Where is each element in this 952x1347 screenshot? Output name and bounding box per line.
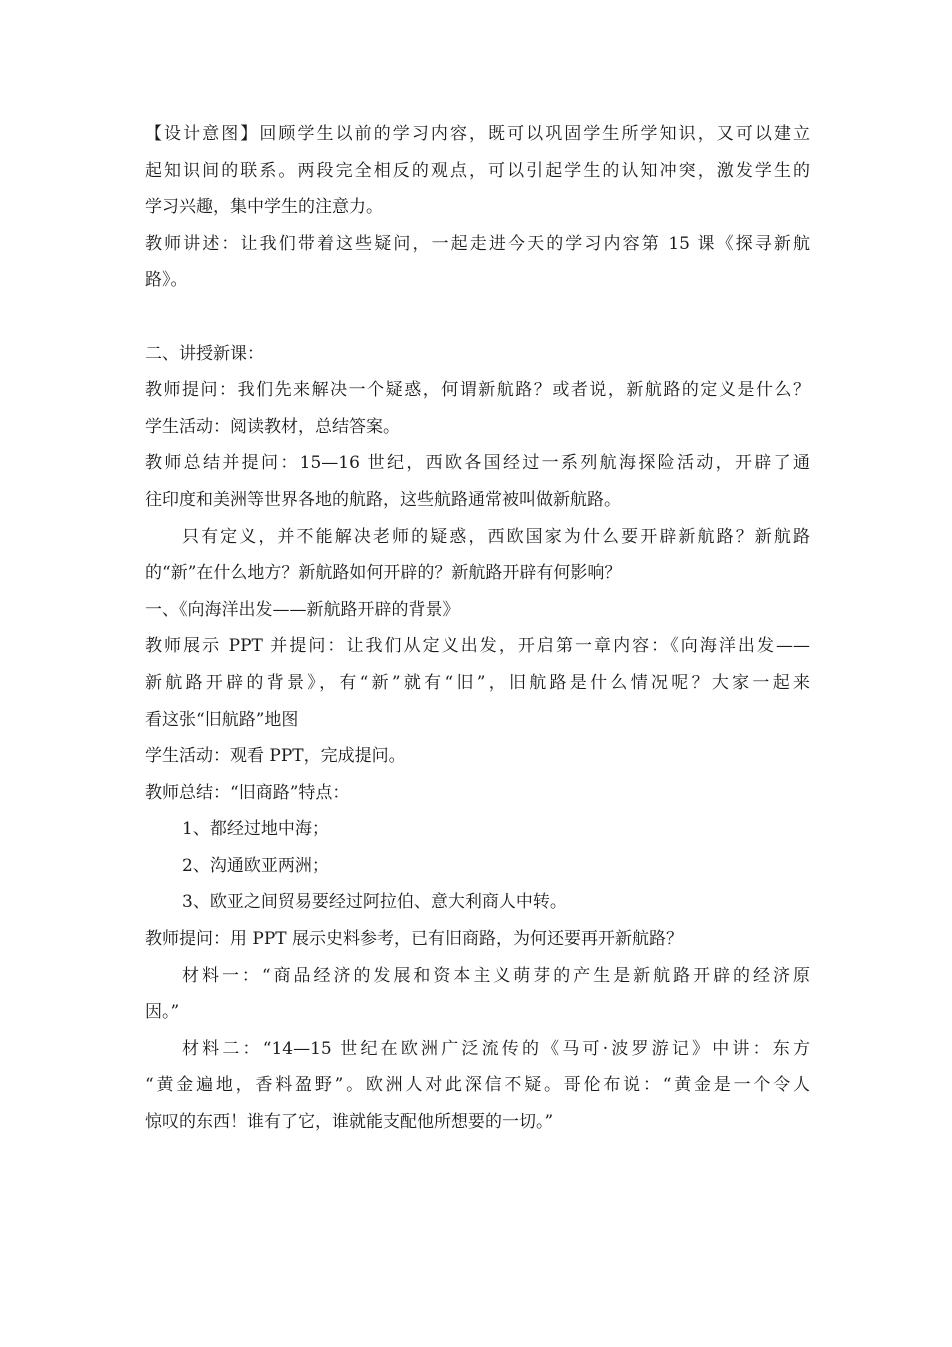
text-line: 教师总结并提问：15—16 世纪，西欧各国经过一系列航海探险活动，开辟了通 [145,453,810,474]
text-line: 路》。 [145,270,188,291]
text-line: 【设计意图】回顾学生以前的学习内容，既可以巩固学生所学知识，又可以建立 [145,124,810,144]
text-line: 的“新”在什么地方？新航路如何开辟的？新航路开辟有何影响？ [145,563,622,584]
text-line: 往印度和美洲等世界各地的航路，这些航路通常被叫做新航路。 [145,489,621,510]
document-body [145,116,810,1141]
text-line: 因。” [145,1002,180,1023]
text-line: 教师讲述：让我们带着这些疑问，一起走进今天的学习内容第 15 课《探寻新航 [145,233,810,254]
text-line: 一、《向海洋出发——新航路开辟的背景》 [145,599,460,620]
text-line: 教师提问：用 PPT 展示史料参考，已有旧商路，为何还要再开新航路？ [145,929,684,950]
text-line: 材料二：“14—15 世纪在欧洲广泛流传的《马可·波罗游记》中讲：东方 [182,1038,810,1059]
text-line: 看这张“旧航路”地图 [145,709,299,730]
text-line: 学生活动：阅读教材，总结答案。 [145,416,400,437]
text-line: 2、沟通欧亚两洲； [182,855,329,876]
blank-line [145,299,810,336]
text-line: 新航路开辟的背景》，有“新”就有“旧”，旧航路是什么情况呢？大家一起来 [145,672,810,693]
text-line: 二、讲授新课： [145,343,264,364]
text-line: 惊叹的东西！谁有了它，谁就能支配他所想要的一切。” [145,1112,554,1133]
text-line: 起知识间的联系。两段完全相反的观点，可以引起学生的认知冲突，激发学生的 [145,160,810,181]
text-line: 教师总结：“旧商路”特点： [145,782,350,803]
text-line: 学习兴趣，集中学生的注意力。 [145,197,383,218]
text-line: “黄金遍地，香料盈野”。欧洲人对此深信不疑。哥伦布说：“黄金是一个令人 [145,1075,810,1096]
text-line: 材料一：“商品经济的发展和资本主义萌芽的产生是新航路开辟的经济原 [182,965,810,986]
text-line: 教师展示 PPT 并提问：让我们从定义出发，开启第一章内容：《向海洋出发—— [145,636,810,657]
text-line: 1、都经过地中海； [182,819,329,840]
text-line: 只有定义，并不能解决老师的疑惑，西欧国家为什么要开辟新航路？新航路 [182,526,810,547]
text-line: 教师提问：我们先来解决一个疑惑，何谓新航路？或者说，新航路的定义是什么？ [145,380,810,401]
text-line: 学生活动：观看 PPT，完成提问。 [145,746,406,767]
text-line: 3、欧亚之间贸易要经过阿拉伯、意大利商人中转。 [182,892,567,913]
